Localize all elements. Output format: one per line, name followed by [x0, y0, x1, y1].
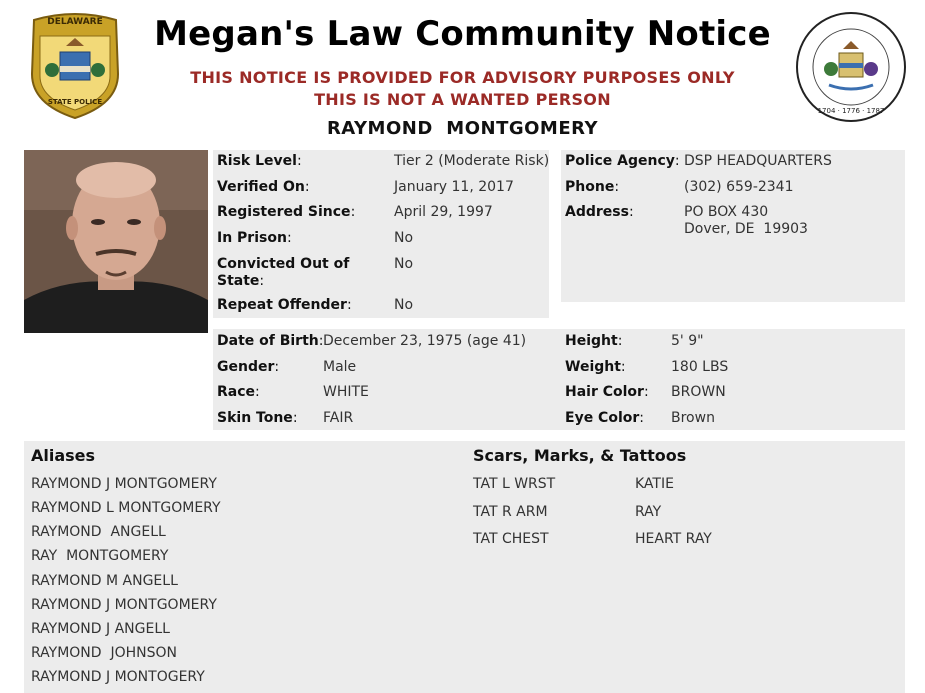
repeat-offender-value: No [394, 297, 414, 313]
smt-description: HEART RAY [635, 531, 712, 547]
in-prison-value: No [394, 230, 414, 246]
seal-years: 1704 · 1776 · 1787 [817, 107, 885, 115]
height-label: Height: [565, 333, 623, 349]
address-label: Address: [565, 204, 634, 220]
convicted-out-of-state-label-line2: State: [217, 273, 265, 289]
advisory-notice: THIS NOTICE IS PROVIDED FOR ADVISORY PURPOSES ONLY [190, 68, 735, 87]
address-line2: Dover, DE 19903 [684, 221, 808, 237]
smt-location: TAT R ARM [473, 504, 548, 520]
alias-item: RAYMOND ANGELL [31, 524, 166, 540]
convicted-out-of-state-label: Convicted Out of [217, 256, 350, 272]
not-wanted-notice: THIS IS NOT A WANTED PERSON [314, 90, 611, 109]
skin-tone-value: FAIR [323, 410, 354, 426]
registered-since-value: April 29, 1997 [394, 204, 493, 220]
police-agency-value: DSP HEADQUARTERS [684, 153, 832, 169]
police-agency-label: Police Agency: [565, 153, 680, 169]
hair-color-label: Hair Color: [565, 384, 649, 400]
smt-heading: Scars, Marks, & Tattoos [473, 446, 687, 465]
aliases-heading: Aliases [31, 446, 96, 465]
alias-item: RAYMOND J MONTOGERY [31, 669, 205, 685]
page-title: Megan's Law Community Notice [154, 14, 771, 54]
repeat-offender-label: Repeat Offender: [217, 297, 352, 313]
alias-item: RAYMOND M ANGELL [31, 573, 178, 589]
skin-tone-label: Skin Tone: [217, 410, 298, 426]
risk-level-label: Risk Level: [217, 153, 302, 169]
risk-level-value: Tier 2 (Moderate Risk) [394, 153, 550, 169]
gender-value: Male [323, 359, 357, 375]
weight-value: 180 LBS [671, 359, 729, 375]
eye-color-label: Eye Color: [565, 410, 644, 426]
badge-text-top: DELAWARE [47, 17, 103, 27]
dob-value: December 23, 1975 (age 41) [323, 333, 527, 349]
smt-description: RAY [635, 504, 662, 520]
offender-photo [24, 150, 208, 333]
alias-item: RAYMOND L MONTGOMERY [31, 500, 221, 516]
registered-since-label: Registered Since: [217, 204, 356, 220]
verified-on-value: January 11, 2017 [394, 179, 514, 195]
gender-label: Gender: [217, 359, 280, 375]
alias-item: RAYMOND J MONTGOMERY [31, 597, 217, 613]
hair-color-value: BROWN [671, 384, 726, 400]
smt-description: KATIE [635, 476, 674, 492]
alias-item: RAYMOND J MONTGOMERY [31, 476, 217, 492]
verified-on-label: Verified On: [217, 179, 310, 195]
dob-label: Date of Birth: [217, 333, 324, 349]
alias-item: RAY MONTGOMERY [31, 548, 169, 564]
alias-item: RAYMOND J ANGELL [31, 621, 170, 637]
offender-name: RAYMOND MONTGOMERY [326, 118, 599, 139]
in-prison-label: In Prison: [217, 230, 292, 246]
phone-label: Phone: [565, 179, 620, 195]
smt-location: TAT CHEST [473, 531, 549, 547]
height-value: 5' 9" [671, 333, 704, 349]
phone-value: (302) 659-2341 [684, 179, 794, 195]
alias-item: RAYMOND JOHNSON [31, 645, 177, 661]
weight-label: Weight: [565, 359, 626, 375]
race-value: WHITE [323, 384, 369, 400]
convicted-out-of-state-value: No [394, 256, 414, 272]
eye-color-value: Brown [671, 410, 715, 426]
smt-location: TAT L WRST [473, 476, 556, 492]
address-line1: PO BOX 430 [684, 204, 769, 220]
badge-text-bottom: STATE POLICE [47, 98, 103, 106]
race-label: Race: [217, 384, 260, 400]
